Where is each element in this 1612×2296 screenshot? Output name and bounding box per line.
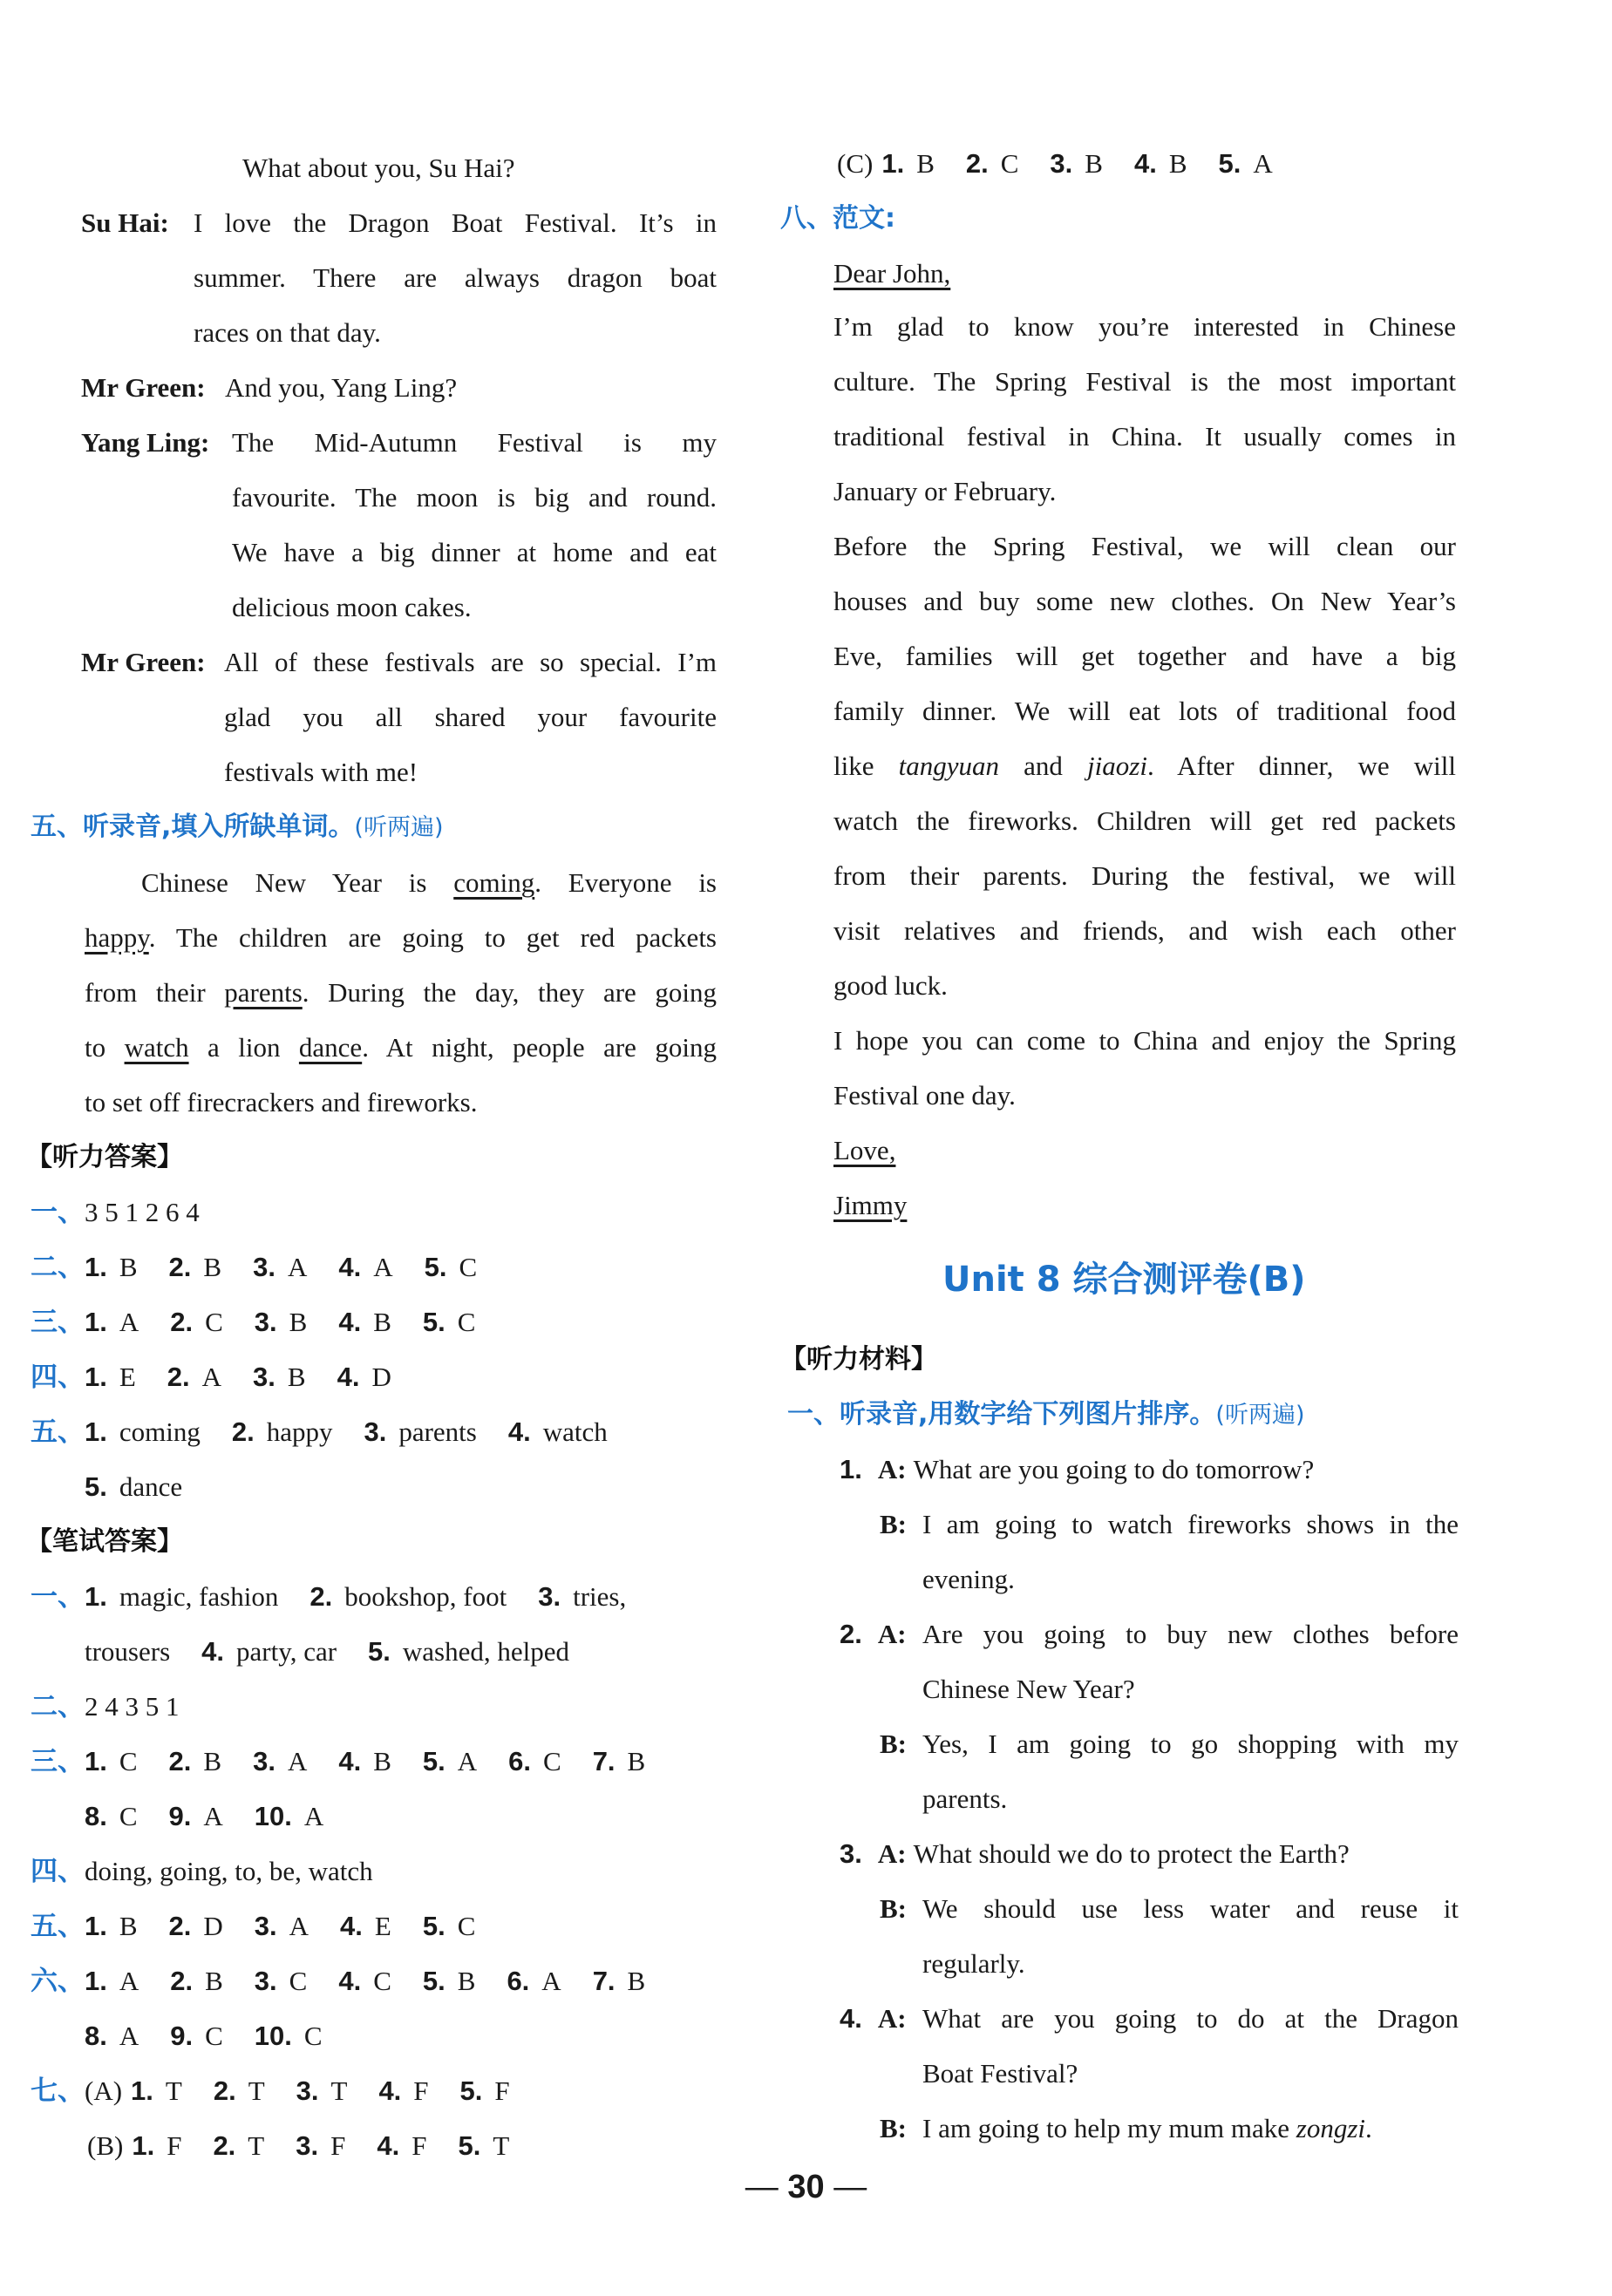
letter-line: watch the fireworks. Children will get red packets: [833, 805, 1456, 836]
answer-number: 7.: [592, 1746, 616, 1776]
letter-line: [833, 749, 1456, 784]
section-heading-note: (听两遍): [1215, 1402, 1305, 1429]
dialog-line: We should use less water and reuse it: [922, 1893, 1459, 1924]
page-number-dash: —: [745, 2169, 779, 2205]
answer-value: 3 5 1 2 6 4: [85, 1197, 200, 1227]
answer-row: [31, 1579, 657, 1614]
answer-value: T: [165, 2075, 182, 2106]
answer-number: 8.: [85, 2021, 107, 2051]
answer-row: [31, 1360, 423, 1395]
speaker-label: A:: [877, 1619, 907, 1649]
written-answers-title: 【笔试答案】: [26, 1526, 183, 1557]
answer-part-label: (C): [837, 148, 874, 179]
answer-number: 2.: [167, 1362, 190, 1392]
dialog-line: glad you all shared your favourite: [224, 702, 717, 732]
answer-part-label: (B): [87, 2130, 124, 2161]
letter-line: I hope you can come to China and enjoy the Spring: [833, 1025, 1456, 1056]
letter-line: culture. The Spring Festival is the most important: [833, 366, 1456, 397]
answer-list: [85, 1362, 423, 1392]
answer-number: 4.: [1133, 148, 1157, 179]
speaker-label: Su Hai:: [81, 207, 169, 238]
letter-greeting: Dear John,: [833, 258, 951, 289]
answer-number: 3.: [253, 1362, 275, 1392]
answer-number: 2.: [170, 1307, 194, 1337]
answer-number: 5.: [459, 2075, 483, 2106]
answer-row-label: 三、: [31, 1307, 85, 1338]
answer-value: B: [1168, 148, 1187, 179]
answer-number: 4.: [338, 1252, 362, 1282]
dialog-line: I love the Dragon Boat Festival. It’s in: [194, 207, 717, 238]
answer-value: A: [1253, 148, 1273, 179]
answer-value: B: [205, 1966, 223, 1996]
passage-line: [141, 866, 717, 900]
answer-value: B: [1085, 148, 1103, 179]
answer-row: [87, 2129, 541, 2164]
answer-row: [31, 1909, 507, 1944]
answer-number: 1.: [85, 1362, 107, 1392]
answer-value: 2 4 3 5 1: [85, 1691, 180, 1722]
answer-value: B: [287, 1362, 306, 1392]
answer-value: C: [543, 1746, 561, 1776]
dialog-item: [840, 1452, 1314, 1487]
answer-value: B: [627, 1746, 646, 1776]
dialog-line: regularly.: [922, 1948, 1025, 1979]
item-number: 1.: [840, 1454, 862, 1484]
answer-value: B: [373, 1307, 391, 1337]
answer-number: 3.: [1050, 148, 1073, 179]
answer-value: C: [205, 2021, 223, 2051]
answer-value: C: [119, 1746, 138, 1776]
passage-text: Chinese New Year is: [141, 867, 454, 898]
answer-value: happy: [266, 1416, 333, 1447]
dialog-line: favourite. The moon is big and round.: [232, 482, 717, 513]
answer-value: A: [119, 1307, 139, 1337]
answer-number: 6.: [507, 1966, 530, 1996]
answer-value: C: [459, 1252, 478, 1282]
page-number: [0, 2169, 1612, 2206]
answer-value: A: [541, 1966, 561, 1996]
answer-value: trousers: [85, 1636, 171, 1667]
answer-number: 10.: [254, 2021, 292, 2051]
dialog-line: [922, 2111, 1372, 2146]
answer-value: A: [287, 1746, 308, 1776]
dialog-line: Chinese New Year?: [922, 1674, 1135, 1704]
answer-value: B: [289, 1307, 308, 1337]
answer-row-label: 三、: [31, 1746, 85, 1777]
dialog-line: What are you going to do tomorrow?: [913, 1454, 1315, 1484]
answer-part-label: (A): [85, 2075, 123, 2106]
answer-value: B: [627, 1966, 646, 1996]
answer-row-label: 一、: [31, 1197, 85, 1228]
answer-number: 3.: [364, 1416, 387, 1447]
answer-value: magic, fashion: [119, 1581, 279, 1612]
answer-row-label: 七、: [31, 2075, 85, 2107]
answer-number: 5.: [1218, 148, 1241, 179]
answer-row-label: 五、: [31, 1416, 85, 1448]
answer-value: C: [1000, 148, 1019, 179]
answer-number: 5.: [424, 1252, 447, 1282]
dialog-line: Yes, I am going to go shopping with my: [922, 1729, 1459, 1759]
dialog-line: evening.: [922, 1564, 1015, 1594]
answer-value: A: [203, 1801, 223, 1831]
answer-number: 3.: [254, 1911, 277, 1941]
letter-line: houses and buy some new clothes. On New Year’s: [833, 586, 1456, 616]
answer-number: 5.: [422, 1307, 446, 1337]
filled-blank: parents: [224, 977, 303, 1008]
answer-row-label: 五、: [31, 1911, 85, 1942]
answer-number: 2.: [168, 1911, 192, 1941]
answer-value: bookshop, foot: [344, 1581, 507, 1612]
dialog-line: races on that day.: [194, 317, 381, 348]
answer-number: 1.: [85, 1966, 107, 1996]
answer-value: coming: [119, 1416, 201, 1447]
answer-list: [85, 1966, 677, 1996]
answer-value: C: [303, 2021, 323, 2051]
answer-value: party, car: [236, 1636, 337, 1667]
answer-number: 4.: [340, 1911, 363, 1941]
answer-number: 6.: [508, 1746, 531, 1776]
passage-line: to set off firecrackers and fireworks.: [85, 1087, 478, 1117]
letter-line: good luck.: [833, 970, 948, 1001]
answer-value: E: [374, 1911, 391, 1941]
letter-line: January or February.: [833, 476, 1057, 506]
passage-text: from their: [85, 977, 225, 1008]
answer-value: A: [287, 1252, 308, 1282]
filled-blank: coming: [453, 867, 535, 898]
passage-line: [85, 1030, 717, 1065]
answer-number: 4.: [338, 1966, 362, 1996]
answer-list: [85, 1471, 214, 1502]
answer-value: B: [119, 1252, 138, 1282]
dialog-line: festivals with me!: [224, 757, 418, 787]
filled-blank: happy: [85, 922, 149, 953]
letter-signature: Jimmy: [833, 1190, 908, 1220]
unit-title: Unit 8 综合测评卷(B): [942, 1260, 1306, 1300]
answer-number: 4.: [338, 1746, 362, 1776]
answer-number: 1.: [132, 2130, 155, 2161]
answer-value: C: [457, 1911, 476, 1941]
dialog-line: summer. There are always dragon boat: [194, 262, 717, 293]
passage-text: to: [85, 1032, 125, 1063]
answer-value: T: [330, 2075, 348, 2106]
answer-value: dance: [119, 1471, 183, 1502]
answer-value: F: [412, 2130, 427, 2161]
answer-number: 4.: [377, 2130, 400, 2161]
speaker-label: Mr Green:: [81, 372, 206, 403]
dialog-line: What about you, Su Hai?: [242, 153, 515, 183]
answer-row: [31, 1689, 180, 1724]
answer-list: [85, 1746, 677, 1776]
answer-value: A: [457, 1746, 478, 1776]
dialog-italic: zongzi: [1296, 2113, 1366, 2143]
answer-number: 1.: [85, 1911, 107, 1941]
answer-number: 5.: [85, 1471, 107, 1502]
speaker-label: A:: [877, 2003, 907, 2034]
passage-text: . During the day, they are going: [302, 977, 717, 1008]
answer-value: B: [457, 1966, 476, 1996]
answer-value: T: [248, 2075, 265, 2106]
answer-value: F: [167, 2130, 182, 2161]
answer-value: C: [373, 1966, 391, 1996]
answer-list: [85, 1801, 355, 1831]
answer-row: [85, 1634, 601, 1669]
page-number-dash: —: [833, 2169, 867, 2205]
dialog-line: What are you going to do at the Dragon: [922, 2003, 1459, 2034]
answer-number: 9.: [170, 2021, 194, 2051]
answer-number: 10.: [254, 1801, 292, 1831]
answer-value: C: [205, 1307, 223, 1337]
answer-number: 5.: [422, 1966, 446, 1996]
dialog-line: delicious moon cakes.: [232, 592, 472, 622]
answer-value: A: [289, 1911, 309, 1941]
answer-number: 1.: [131, 2075, 153, 2106]
answer-value: E: [119, 1362, 136, 1392]
answer-value: A: [119, 1966, 139, 1996]
dialog-item: [840, 1837, 1350, 1871]
answer-value: F: [413, 2075, 429, 2106]
answer-number: 4.: [507, 1416, 531, 1447]
answer-list: [201, 1636, 601, 1667]
dialog-line: All of these festivals are so special. I’m: [224, 647, 717, 677]
answer-value: F: [494, 2075, 510, 2106]
answer-number: 3.: [538, 1581, 561, 1612]
answer-value: T: [248, 2130, 265, 2161]
answer-number: 2.: [213, 2075, 236, 2106]
filled-blank: dance: [298, 1032, 363, 1063]
answer-list: [85, 1581, 657, 1612]
letter-line: Festival one day.: [833, 1080, 1016, 1111]
answer-value: D: [203, 1911, 223, 1941]
answer-row-label: 六、: [31, 1966, 85, 1997]
answer-number: 3.: [254, 1966, 277, 1996]
item-number: 4.: [840, 2003, 862, 2034]
answer-row: [31, 1744, 677, 1779]
letter-line: traditional festival in China. It usually comes in: [833, 421, 1456, 452]
answer-value: B: [373, 1746, 391, 1776]
dialog-item: [840, 2001, 914, 2036]
letter-line: from their parents. During the festival, we will: [833, 860, 1456, 891]
answer-number: 1.: [881, 148, 905, 179]
answer-row: [837, 146, 1304, 181]
answer-number: 5.: [368, 1636, 391, 1667]
filled-blank: watch: [124, 1032, 189, 1063]
materials-title: 【听力材料】: [780, 1344, 937, 1375]
dialog-item: [840, 1617, 914, 1652]
answer-row: [31, 1854, 373, 1889]
answer-row: [31, 1415, 639, 1450]
answer-row: [31, 1964, 677, 1999]
passage-text: a lion: [188, 1032, 299, 1063]
speaker-label: Mr Green:: [81, 647, 206, 677]
answer-value: parents: [398, 1416, 477, 1447]
answer-value: B: [203, 1252, 222, 1282]
dialog-line: The Mid-Autumn Festival is my: [232, 427, 717, 458]
answer-row-label: 二、: [31, 1691, 85, 1722]
passage-line: [85, 975, 717, 1010]
answer-number: 1.: [85, 1581, 107, 1612]
answer-number: 4.: [338, 1307, 362, 1337]
speaker-label: B:: [880, 1893, 907, 1924]
letter-text: and: [999, 751, 1088, 781]
answer-list: [85, 1252, 508, 1282]
letter-text: like: [833, 751, 899, 781]
answer-number: 3.: [296, 2130, 319, 2161]
speaker-label: Yang Ling:: [81, 427, 210, 458]
answer-list: [881, 148, 1303, 179]
speaker-label: A:: [877, 1454, 907, 1484]
answer-row: [31, 1305, 507, 1340]
answer-value: F: [330, 2130, 346, 2161]
dialog-text: I am going to help my mum make: [922, 2113, 1296, 2143]
passage-text: . At night, people are going: [362, 1032, 717, 1063]
answer-number: 2.: [168, 1252, 192, 1282]
answer-value: B: [119, 1911, 138, 1941]
answer-number: 8.: [85, 1801, 107, 1831]
answer-number: 2.: [309, 1581, 333, 1612]
answer-number: 1.: [85, 1416, 107, 1447]
answer-list: [131, 2075, 541, 2106]
dialog-line: Boat Festival?: [922, 2058, 1078, 2089]
section-heading: [787, 1397, 1304, 1433]
passage-line: [85, 920, 717, 955]
dialog-line: Are you going to buy new clothes before: [922, 1619, 1459, 1649]
answer-number: 4.: [378, 2075, 402, 2106]
answer-row-label: 四、: [31, 1362, 85, 1393]
answer-number: 7.: [592, 1966, 616, 1996]
answer-number: 1.: [85, 1307, 107, 1337]
letter-italic: jiaozi: [1087, 751, 1147, 781]
answer-value: T: [493, 2130, 510, 2161]
answer-number: 5.: [458, 2130, 481, 2161]
item-number: 3.: [840, 1838, 862, 1869]
dialog-text: .: [1365, 2113, 1372, 2143]
answer-row: [85, 2019, 354, 2054]
answer-number: 5.: [422, 1746, 446, 1776]
answer-number: 4.: [201, 1636, 225, 1667]
answer-row: [31, 2074, 541, 2109]
section-heading-text: 五、听录音,填入所缺单词。: [31, 812, 355, 842]
answer-value: tries,: [573, 1581, 627, 1612]
letter-line: visit relatives and friends, and wish each other: [833, 915, 1456, 946]
answer-number: 5.: [422, 1911, 446, 1941]
item-number: 2.: [840, 1619, 862, 1649]
answer-row-label: 一、: [31, 1581, 85, 1613]
answer-value: A: [303, 1801, 324, 1831]
answer-number: 2.: [965, 148, 989, 179]
answer-value: B: [916, 148, 935, 179]
answer-number: 2.: [170, 1966, 194, 1996]
listening-answers-title: 【听力答案】: [26, 1142, 183, 1172]
letter-italic: tangyuan: [898, 751, 999, 781]
answer-row: [85, 1799, 355, 1834]
answer-value: watch: [542, 1416, 608, 1447]
answer-number: 2.: [213, 2130, 236, 2161]
answer-value: A: [119, 2021, 139, 2051]
dialog-line: And you, Yang Ling?: [225, 372, 458, 403]
answer-value: C: [289, 1966, 308, 1996]
answer-number: 2.: [168, 1746, 192, 1776]
section-heading-note: (听两遍): [354, 814, 444, 841]
dialog-line: I am going to watch fireworks shows in the: [922, 1509, 1459, 1539]
dialog-line: What should we do to protect the Earth?: [913, 1838, 1350, 1869]
letter-line: Before the Spring Festival, we will clean our: [833, 531, 1456, 561]
answer-list: [85, 2021, 354, 2051]
speaker-label: B:: [880, 1509, 907, 1539]
dialog-line: parents.: [922, 1783, 1008, 1814]
answer-value: A: [373, 1252, 393, 1282]
letter-line: family dinner. We will eat lots of traditional food: [833, 696, 1456, 726]
answer-number: 1.: [85, 1252, 107, 1282]
answer-row: [85, 1470, 214, 1505]
passage-text: . The children are going to get red packets: [148, 922, 717, 953]
letter-closing: Love,: [833, 1135, 896, 1165]
answer-value: C: [457, 1307, 476, 1337]
answer-number: 9.: [168, 1801, 192, 1831]
answer-number: 1.: [85, 1746, 107, 1776]
answer-row-label: 二、: [31, 1252, 85, 1283]
answer-row-label: 四、: [31, 1856, 85, 1887]
answer-list: [85, 1911, 507, 1941]
speaker-label: B:: [880, 2113, 907, 2143]
section-heading: [31, 810, 443, 846]
answer-number: 3.: [253, 1746, 275, 1776]
passage-text: . Everyone is: [534, 867, 717, 898]
answer-list: [132, 2130, 541, 2161]
answer-value: C: [119, 1801, 138, 1831]
answer-number: 3.: [254, 1307, 277, 1337]
answer-row: [31, 1195, 200, 1230]
answer-row: [31, 1250, 508, 1285]
letter-line: I’m glad to know you’re interested in Chinese: [833, 311, 1456, 342]
answer-number: 4.: [337, 1362, 360, 1392]
page-number-value: 30: [787, 2169, 825, 2205]
letter-line: Eve, families will get together and have a big: [833, 641, 1456, 671]
answer-value: washed, helped: [402, 1636, 570, 1667]
answer-number: 3.: [253, 1252, 275, 1282]
speaker-label: A:: [877, 1838, 907, 1869]
answer-list: [85, 1416, 639, 1447]
section-heading-text: 一、听录音,用数字给下列图片排序。: [787, 1399, 1216, 1430]
section-heading: 八、范文:: [780, 203, 895, 234]
answer-value: D: [371, 1362, 391, 1392]
dialog-line: We have a big dinner at home and eat: [232, 537, 717, 567]
answer-list: [85, 1307, 507, 1337]
answer-number: 2.: [231, 1416, 255, 1447]
answer-number: 3.: [296, 2075, 319, 2106]
speaker-label: B:: [880, 1729, 907, 1759]
answer-value: doing, going, to, be, watch: [85, 1856, 373, 1886]
letter-text: . After dinner, we will: [1146, 751, 1456, 781]
answer-value: B: [203, 1746, 222, 1776]
answer-value: A: [201, 1362, 222, 1392]
